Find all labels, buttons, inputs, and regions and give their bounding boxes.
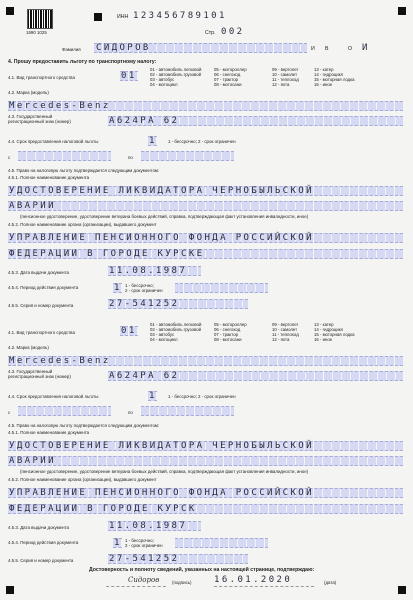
brand-value[interactable]: Mercedes-Benz (9, 101, 111, 111)
vehicle-type-options (150, 67, 364, 87)
doc-name-label: 4.5.1. Полное наименование документа (8, 175, 90, 180)
vehicle-type-option: 05 - мотороллер (214, 67, 247, 72)
type-label: 4.1. Вид транспортного средства (8, 75, 75, 80)
brand-value[interactable]: Mercedes-Benz (9, 356, 111, 366)
validity-value[interactable]: 1 (114, 538, 122, 548)
vehicle-type-option: 15 - моторная лодка (314, 332, 355, 337)
section-title: 4. Прошу предоставить льготу по транспортному налогу: (8, 59, 157, 65)
initial-i-label: И (311, 46, 315, 52)
initial-v-label: В (325, 46, 329, 52)
inn-value[interactable]: 123456789101 (133, 11, 227, 21)
vehicle-type-option: 09 - вертолет (272, 322, 299, 327)
vehicle-type-option: 02 - автомобиль грузовой (150, 72, 202, 77)
corner-mark-top-right (398, 7, 406, 15)
date-line (214, 586, 314, 587)
corner-mark-top-mid (94, 13, 102, 21)
doc-section-label: 4.5. Право на налоговую льготу подтверждается следующим документом: (8, 168, 160, 173)
vehicle-type-option: 01 - автомобиль легковой (150, 67, 202, 72)
signature-label: (подпись) (172, 580, 192, 585)
from-date-bg (18, 151, 111, 161)
validity-note-1: 1 - бессрочно; (125, 538, 154, 543)
vehicle-type-option: 13 - катер (314, 322, 334, 327)
doc-line2[interactable]: АВАРИИ (9, 201, 56, 211)
signature-line (106, 586, 166, 587)
doc-name-label: 4.5.1. Полное наименование документа (8, 430, 90, 435)
signature: Сидоров (128, 576, 160, 584)
plate-label: 4.3. Государственный (8, 369, 53, 374)
vehicle-type-option: 11 - теплоход (272, 77, 299, 82)
barcode-number: 1690 1025 (26, 30, 47, 35)
confirm-text: Достоверность и полноту сведений, указанных на настоящей странице, подтверждаю: (89, 567, 315, 573)
series-label: 4.5.5. Серия и номер документа (8, 303, 74, 308)
period-value[interactable]: 1 (149, 136, 157, 146)
org-line2[interactable]: ФЕДЕРАЦИИ В ГОРОДЕ КУРСК (9, 504, 197, 514)
vehicle-type-option: 04 - мотоцикл (150, 337, 178, 342)
vehicle-type-option: 10 - самолет (272, 327, 298, 332)
org-line2[interactable]: ФЕДЕРАЦИИ В ГОРОДЕ КУРСКЕ (9, 249, 205, 259)
to-date-bg (141, 406, 234, 416)
validity-note-1: 1 - бессрочно; (125, 283, 154, 288)
vehicle-type-option: 06 - снегоход (214, 327, 241, 332)
vehicle-type-option: 13 - катер (314, 67, 334, 72)
footer-date[interactable]: 16.01.2020 (214, 575, 293, 585)
surname-label: Фамилия (62, 47, 81, 52)
validity-note-2: 2 - срок ограничен (125, 543, 163, 548)
vehicle-type-option: 07 - трактор (214, 332, 238, 337)
vehicle-type-option: 16 - иное (314, 82, 333, 87)
validity-date-bg (175, 283, 268, 293)
plate-label-2: регистрационный знак (номер) (8, 374, 71, 379)
vehicle-type-option: 08 - мотосани (214, 337, 242, 342)
inn-label: ИНН (117, 14, 129, 20)
vehicle-type-option: 12 - яхта (272, 337, 290, 342)
vehicle-type-option: 09 - вертолет (272, 67, 299, 72)
surname-value[interactable]: СИДОРОВ (96, 43, 151, 53)
vehicle-type-option: 04 - мотоцикл (150, 82, 178, 87)
doc-line2-bg (8, 456, 403, 466)
corner-mark-top-left (6, 7, 14, 15)
validity-label: 4.5.4. Период действия документа (8, 540, 79, 545)
org-line1[interactable]: УПРАВЛЕНИЕ ПЕНСИОННОГО ФОНДА РОССИЙСКОЙ (9, 488, 314, 498)
doc-line1[interactable]: УДОСТОВЕРЕНИЕ ЛИКВИДАТОРА ЧЕРНОБЫЛЬСКОЙ (9, 186, 314, 196)
initial-o-value[interactable]: И (362, 43, 370, 53)
validity-date-bg (175, 538, 268, 548)
series-value[interactable]: 27-541252 (109, 554, 180, 564)
series-label: 4.5.5. Серия и номер документа (8, 558, 74, 563)
validity-note-2: 2 - срок ограничен (125, 288, 163, 293)
date-label: (дата) (324, 580, 337, 585)
vehicle-type-option: 14 - гидроцикл (314, 327, 344, 332)
vehicle-type-option: 08 - мотосани (214, 82, 242, 87)
barcode (27, 9, 53, 29)
initial-o-label: О (348, 46, 353, 52)
to-label: по (128, 410, 133, 415)
from-label: с (8, 410, 11, 415)
doc-section-label: 4.5. Право на налоговую льготу подтверждается следующим документом: (8, 423, 160, 428)
vehicle-type-option: 02 - автомобиль грузовой (150, 327, 202, 332)
doc-hint: (пенсионное удостоверение, удостоверение ветерана боевых действий, справка, подтверждающая факт установления инвалидности, иное) (20, 214, 309, 219)
org-label: 4.5.2. Полное наименование органа (организации), выдавшего документ (8, 222, 157, 227)
vehicle-type-option: 07 - трактор (214, 77, 238, 82)
issue-date-label: 4.5.3. Дата выдачи документа (8, 525, 69, 530)
vehicle-type-option: 12 - яхта (272, 82, 290, 87)
type-label: 4.1. Вид транспортного средства (8, 330, 75, 335)
validity-value[interactable]: 1 (114, 283, 122, 293)
validity-label: 4.5.4. Период действия документа (8, 285, 79, 290)
to-date-bg (141, 151, 234, 161)
org-label: 4.5.2. Полное наименование органа (организации), выдавшего документ (8, 477, 157, 482)
plate-value[interactable]: A624PA 62 (109, 116, 180, 126)
corner-mark-bottom-left (6, 586, 14, 594)
doc-line1[interactable]: УДОСТОВЕРЕНИЕ ЛИКВИДАТОРА ЧЕРНОБЫЛЬСКОЙ (9, 441, 314, 451)
period-value[interactable]: 1 (149, 391, 157, 401)
vehicle-type-option: 16 - иное (314, 337, 333, 342)
brand-label: 4.2. Марка (модель) (8, 90, 49, 95)
page-value[interactable]: 002 (221, 27, 245, 37)
page-label: Стр. (205, 30, 216, 36)
period-note: 1 - бессрочно; 2 - срок ограничен (168, 139, 236, 144)
org-line1[interactable]: УПРАВЛЕНИЕ ПЕНСИОННОГО ФОНДА РОССИЙСКОЙ (9, 233, 314, 243)
vehicle-type-option: 03 - автобус (150, 77, 175, 82)
vehicle-type-option: 05 - мотороллер (214, 322, 247, 327)
brand-label: 4.2. Марка (модель) (8, 345, 49, 350)
vehicle-type-option: 15 - моторная лодка (314, 77, 355, 82)
vehicle-type-option: 01 - автомобиль легковой (150, 322, 202, 327)
issue-date-value[interactable]: 11.08.1987 (109, 521, 188, 531)
vehicle-type-option: 10 - самолет (272, 72, 298, 77)
corner-mark-bottom-right (398, 586, 406, 594)
series-value[interactable]: 27-541252 (109, 299, 180, 309)
doc-line2-bg (8, 201, 403, 211)
plate-label-2: регистрационный знак (номер) (8, 119, 71, 124)
period-note: 1 - бессрочно; 2 - срок ограничен (168, 394, 236, 399)
plate-label: 4.3. Государственный (8, 114, 53, 119)
vehicle-type-option: 03 - автобус (150, 332, 175, 337)
issue-date-value[interactable]: 11.08.1987 (109, 266, 188, 276)
vehicle-type-option: 14 - гидроцикл (314, 72, 344, 77)
from-label: с (8, 155, 11, 160)
vehicle-type-option: 11 - теплоход (272, 332, 299, 337)
vehicle-type-options (150, 322, 364, 342)
plate-value[interactable]: A624PA 62 (109, 371, 180, 381)
vehicle-type-option: 06 - снегоход (214, 72, 241, 77)
from-date-bg (18, 406, 111, 416)
to-label: по (128, 155, 133, 160)
type-value[interactable]: 01 (121, 71, 137, 81)
period-label: 4.4. Срок предоставления налоговой льготы (8, 139, 99, 144)
doc-line2[interactable]: АВАРИИ (9, 456, 56, 466)
period-label: 4.4. Срок предоставления налоговой льготы (8, 394, 99, 399)
doc-hint: (пенсионное удостоверение, удостоверение ветерана боевых действий, справка, подтверждающая факт установления инвалидности, иное) (20, 469, 309, 474)
type-value[interactable]: 01 (121, 326, 137, 336)
issue-date-label: 4.5.3. Дата выдачи документа (8, 270, 69, 275)
